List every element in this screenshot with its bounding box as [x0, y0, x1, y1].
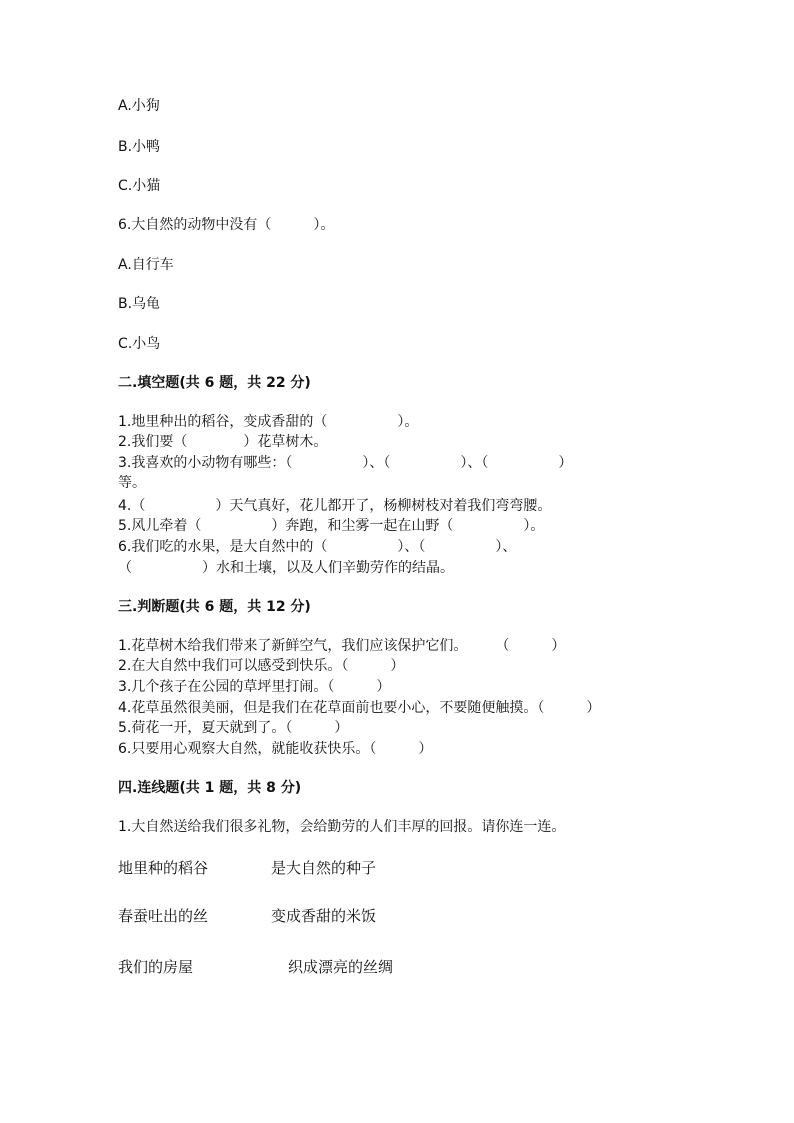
fill-heading: 二.填空题(共 6 题，共 22 分) — [118, 375, 311, 391]
q6-option-c: C.小鸟 — [118, 336, 161, 352]
q6-stem: 6.大自然的动物中没有（ ）。 — [118, 217, 335, 233]
judge-line-4: 4.花草虽然很美丽，但是我们在花草面前也要小心，不要随便触摸。（ ） — [118, 700, 601, 716]
fill-line-1: 1.地里种出的稻谷，变成香甜的（ ）。 — [118, 414, 419, 430]
match-right-item: 是大自然的种子 — [271, 859, 377, 877]
fill-line-5: 5.风儿牵着（ ）奔跑，和尘雾一起在山野（ ）。 — [118, 518, 545, 534]
judge-line-6: 6.只要用心观察大自然，就能收获快乐。（ ） — [118, 741, 433, 757]
q5-option-c: C.小猫 — [118, 178, 161, 194]
fill-line-2: 2.我们要（ ）花草树木。 — [118, 434, 328, 450]
match-right-item: 变成香甜的米饭 — [271, 907, 377, 925]
fill-line-6-cont: （ ）水和土壤，以及人们辛勤劳作的结晶。 — [118, 560, 454, 576]
match-left-item: 春蚕吐出的丝 — [118, 907, 209, 925]
match-left-item: 地里种的稻谷 — [118, 859, 209, 877]
fill-line-4: 4.（ ）天气真好，花儿都开了，杨柳树枝对着我们弯弯腰。 — [118, 498, 552, 514]
fill-line-3: 3.我喜欢的小动物有哪些：（ ）、（ ）、（ ） — [118, 455, 573, 471]
q5-option-b: B.小鸭 — [118, 139, 161, 155]
fill-line-3-cont: 等。 — [118, 475, 146, 491]
q6-option-b: B.乌龟 — [118, 296, 161, 312]
judge-line-5: 5.荷花一开，夏天就到了。（ ） — [118, 720, 349, 736]
fill-line-6: 6.我们吃的水果，是大自然中的（ ）、（ ）、 — [118, 539, 517, 555]
q5-option-a: A.小狗 — [118, 98, 160, 114]
match-heading: 四.连线题(共 1 题，共 8 分) — [118, 780, 302, 796]
match-prompt: 1.大自然送给我们很多礼物，会给勤劳的人们丰厚的回报。请你连一连。 — [118, 819, 566, 835]
judge-heading: 三.判断题(共 6 题，共 12 分) — [118, 599, 311, 615]
judge-line-1: 1.花草树木给我们带来了新鲜空气，我们应该保护它们。 （ ） — [118, 638, 566, 654]
judge-line-3: 3.几个孩子在公园的草坪里打闹。（ ） — [118, 679, 391, 695]
judge-line-2: 2.在大自然中我们可以感受到快乐。（ ） — [118, 658, 405, 674]
match-right-item: 织成漂亮的丝绸 — [288, 958, 394, 976]
q6-option-a: A.自行车 — [118, 257, 174, 273]
match-left-item: 我们的房屋 — [118, 958, 194, 976]
